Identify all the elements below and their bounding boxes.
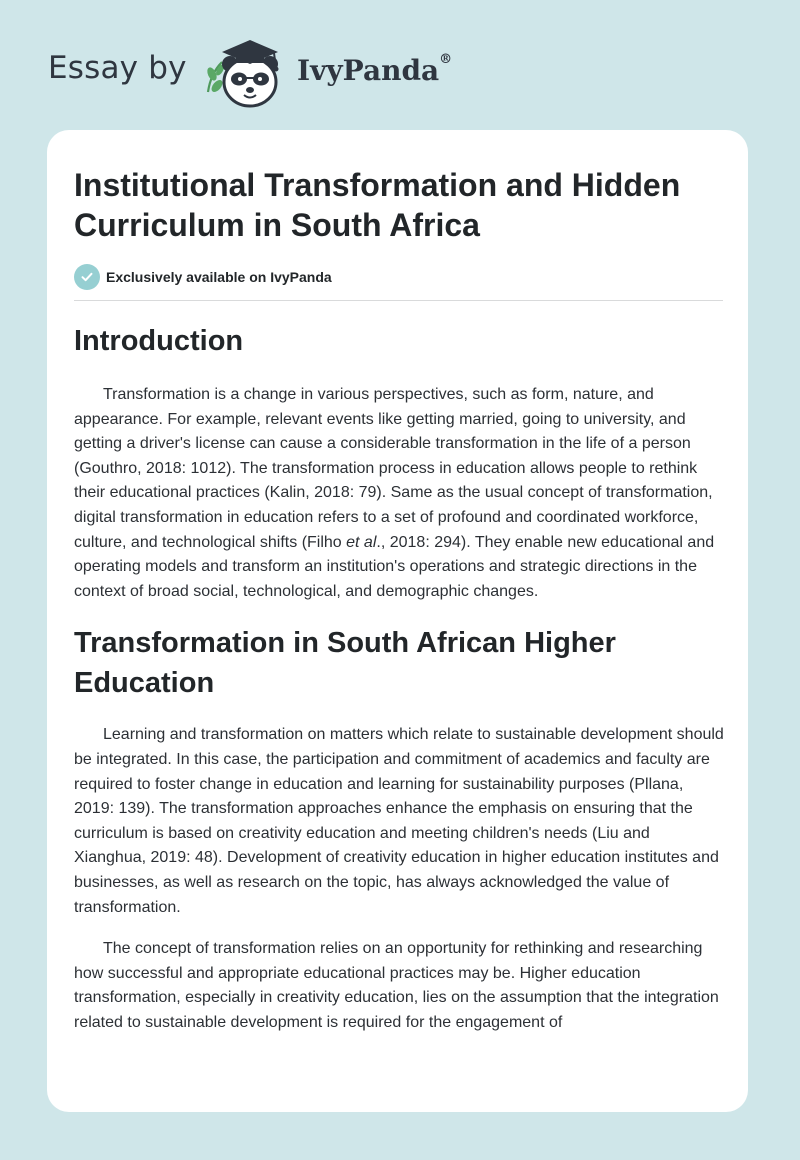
essay-content (74, 165, 724, 1035)
site-header (0, 0, 800, 130)
title-divider (74, 300, 723, 301)
brand-name[interactable]: IvyPanda® (297, 52, 453, 87)
brand-prefix: Essay by (48, 50, 187, 86)
section-heading-transformation: Transformation in South African Higher Education (74, 627, 616, 700)
paragraph-transformation-2: The concept of transformation relies on an opportunity for rethinking and researching how successful and appropriate educational practices may be. Higher education transformation, especially in creativity education, lies on the assumption that the integration related to sustainable development is required for the engagement of (74, 940, 719, 1031)
registered-mark: ® (439, 52, 453, 67)
exclusive-badge-label: Exclusively available on IvyPanda (106, 269, 332, 285)
section-heading-introduction: Introduction (74, 325, 244, 357)
essay-title: Institutional Transformation and Hidden Curriculum in South Africa (74, 167, 681, 243)
exclusive-badge (74, 264, 724, 290)
paragraph-introduction-1: Transformation is a change in various perspectives, such as form, nature, and appearance. For example, relevant events like getting married, going to university, and getting a driver's license can cause a considerable transformation in the life of a person (Gouthro, 2018: 1012). The transformation process in education allows people to rethink their educational practices (Kalin, 2018: 79). Same as the usual concept of transformation, digital transformation in education refers to a set of profound and coordinated workforce, culture, and technological shifts (Filho et al., 2018: 294). They enable new educational and operating models and transform an institution's operations and strategic directions in the context of broad social, technological, and demographic changes. (74, 386, 715, 600)
italic-et-al: et al (346, 533, 377, 551)
paragraph-transformation-1: Learning and transformation on matters which relate to sustainable development should be integrated. In this case, the participation and commitment of academics and faculty are required to foster change in education and learning for sustainability purposes (Pllana, 2019: 139). The transformation approaches enhance the emphasis on ensuring that the curriculum is based on creativity education and meeting children's needs (Liu and Xianghua, 2019: 48). Development of creativity education in higher education institutes and businesses, as well as research on the topic, has always acknowledged the value of transformation. (74, 726, 724, 916)
check-circle-icon (74, 264, 100, 290)
panda-graduate-logo-icon[interactable] (200, 34, 296, 110)
essay-card (47, 130, 748, 1112)
